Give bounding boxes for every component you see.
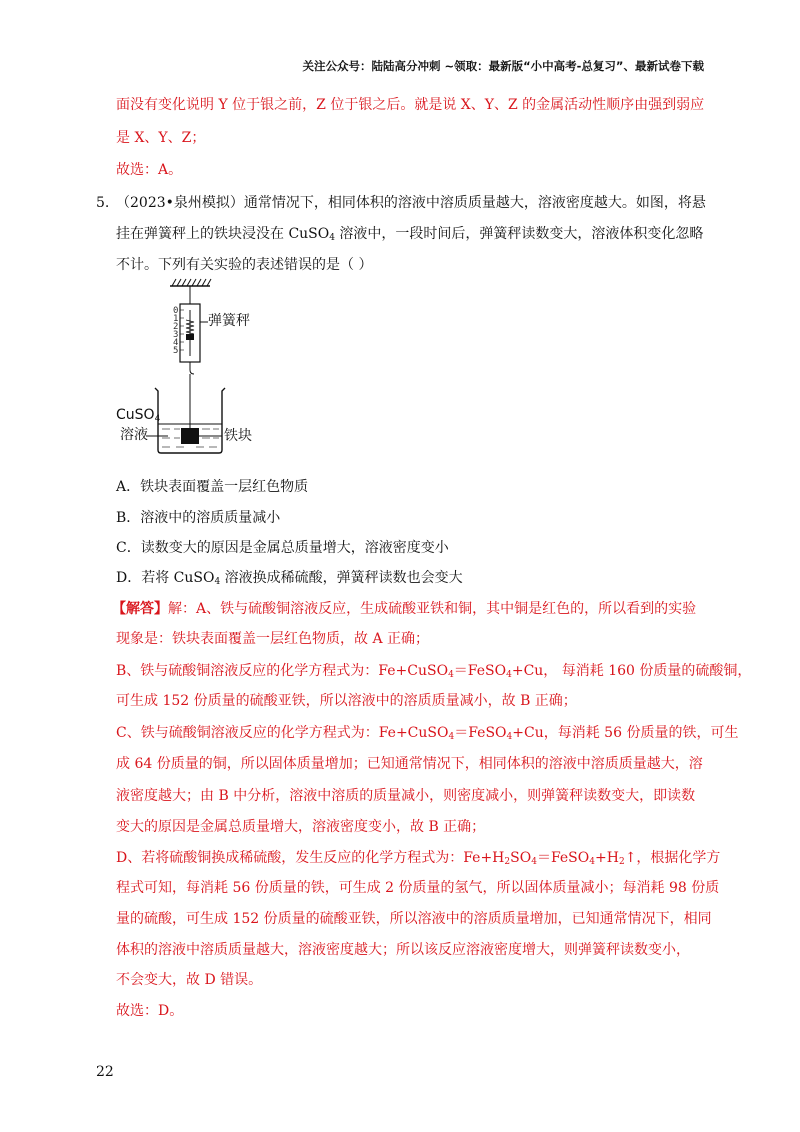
solution-label: 溶液 <box>120 427 148 443</box>
answer-line-d3: 量的硫酸，可生成 152 份质量的硫酸亚铁，所以溶液中的溶质质量增加，已知通常情况下，相同 <box>116 911 712 927</box>
solution-formula-label: CuSO$_4$ <box>116 407 161 424</box>
answer-line-c1: C、铁与硫酸铜溶液反应的化学方程式为：Fe+CuSO$_4$＝FeSO$_4$+Cu，每消耗 56 份质量的铁，可生 <box>116 725 739 742</box>
option-a: A．铁块表面覆盖一层红色物质 <box>116 479 309 495</box>
answer-line-d5: 不会变大，故 D 错误。 <box>116 972 263 988</box>
question-number: 5. <box>96 195 110 211</box>
scale-number-0: 0 <box>173 306 179 316</box>
answer-line-d1: D、若将硫酸铜换成稀硫酸，发生反应的化学方程式为：$Fe+H_2SO_4=FeSO_4+H_2↑$，根据化学方 <box>116 850 721 867</box>
answer-line-b2: 可生成 152 份质量的硫酸亚铁，所以溶液中的溶质质量减小，故 B 正确； <box>116 693 577 709</box>
option-b: B．溶液中的溶质质量减小 <box>116 510 281 526</box>
iron-block <box>181 428 199 444</box>
question-line-3: 不计。下列有关实验的表述错误的是（ ） <box>116 257 373 273</box>
answer-line-c4: 变大的原因是金属总质量增大，溶液密度变小，故 B 正确； <box>116 819 486 835</box>
option-c: C．读数变大的原因是金属总质量增大，溶液密度变小 <box>116 540 449 556</box>
scale-number-1: 1 <box>173 314 179 324</box>
page-header: 关注公众号：陆陆高分冲刺 ~领取：最新版“小中高考-总复习”、最新试卷下载 <box>302 59 704 73</box>
answer-line-c3: 液密度越大；由 B 中分析，溶液中溶质的质量减小，则密度减小，则弹簧秤读数变大，即读数 <box>116 788 696 804</box>
prev-answer-choice: 故选：A。 <box>116 162 183 178</box>
scale-number-5: 5 <box>173 346 179 356</box>
scale-number-2: 2 <box>173 322 179 332</box>
scale-number-4: 4 <box>173 338 179 348</box>
answer-line-b1: B、铁与硫酸铜溶液反应的化学方程式为：Fe+CuSO$_4$＝FeSO$_4$+Cu， 每消耗 160 份质量的硫酸铜， <box>116 663 752 680</box>
option-d: D．若将 CuSO$_4$ 溶液换成稀硫酸，弹簧秤读数也会变大 <box>116 570 463 587</box>
experiment-figure <box>110 276 270 460</box>
scale-number-3: 3 <box>173 330 179 340</box>
question-line-1: （2023•泉州模拟）通常情况下，相同体积的溶液中溶质质量越大，溶液密度越大。如图，将悬 <box>116 195 706 211</box>
answer-line-a2: 现象是：铁块表面覆盖一层红色物质，故 A 正确； <box>116 631 430 647</box>
answer-line-d2: 程式可知，每消耗 56 份质量的铁，可生成 2 份质量的氢气，所以固体质量减小；每消耗 98 份质 <box>116 880 720 896</box>
iron-block-label: 铁块 <box>224 428 252 444</box>
answer-line-a1: 【解答】解：A、铁与硫酸铜溶液反应，生成硫酸亚铁和铜，其中铜是红色的，所以看到的实验 <box>112 601 697 617</box>
question-line-2: 挂在弹簧秤上的铁块浸没在 CuSO$_4$ 溶液中，一段时间后，弹簧秤读数变大，溶液体积变化忽略 <box>116 226 704 243</box>
prev-answer-line-2: 是 X、Y、Z； <box>116 130 206 146</box>
answer-line-d4: 体积的溶液中溶质质量越大，溶液密度越大；所以该反应溶液密度增大，则弹簧秤读数变小， <box>116 942 690 958</box>
page-number: 22 <box>96 1064 114 1080</box>
answer-line-c2: 成 64 份质量的铜，所以固体质量增加；已知通常情况下，相同体积的溶液中溶质质量越大，溶 <box>116 756 703 772</box>
prev-answer-line-1: 面没有变化说明 Y 位于银之前，Z 位于银之后。就是说 X、Y、Z 的金属活动性顺序由强到弱应 <box>116 97 705 113</box>
spring-scale-label: 弹簧秤 <box>208 313 250 329</box>
answer-choice: 故选：D。 <box>116 1003 184 1019</box>
